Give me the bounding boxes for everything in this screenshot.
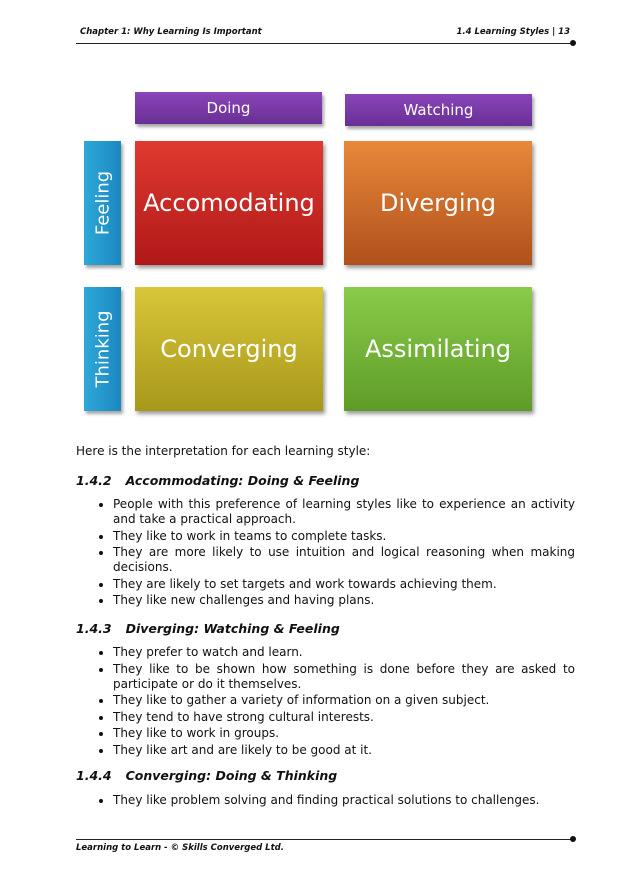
list-item: • They like to work in groups. (113, 726, 575, 741)
row-header-thinking (84, 287, 121, 411)
header-page-label: 1.4 Learning Styles | 13 (456, 27, 570, 37)
list-item: • They are likely to set targets and work towards achieving them. (113, 577, 575, 592)
quadrant-accomodating: Accomodating (135, 141, 323, 265)
header-rule (76, 43, 573, 44)
column-header-watching: Watching (345, 94, 532, 126)
intro-text: Here is the interpretation for each learning style: (76, 444, 371, 458)
section-number: 1.4.2 (76, 473, 112, 488)
section-heading-diverging (76, 621, 340, 636)
section-heading-accommodating (76, 473, 359, 488)
list-item: • They tend to have strong cultural interests. (113, 710, 575, 725)
header-rule-dot (570, 40, 576, 46)
section-number: 1.4.3 (76, 621, 112, 636)
column-header-doing: Doing (135, 92, 322, 124)
accommodating-bullet-list (95, 497, 575, 610)
header-chapter-title: Chapter 1: Why Learning Is Important (80, 27, 262, 37)
quadrant-assimilating: Assimilating (344, 287, 532, 411)
list-item: • They prefer to watch and learn. (113, 645, 575, 660)
converging-bullet-list (95, 793, 575, 810)
section-number: 1.4.4 (76, 768, 112, 783)
quadrant-converging: Converging (135, 287, 323, 411)
list-item: • They are more likely to use intuition and logical reasoning when making decisions. (113, 545, 575, 575)
section-title: Accommodating: Doing & Feeling (125, 473, 360, 488)
list-item: • They like new challenges and having plans. (113, 593, 575, 608)
section-heading-converging (76, 768, 337, 783)
section-title: Diverging: Watching & Feeling (125, 621, 340, 636)
diverging-bullet-list (95, 645, 575, 759)
quadrant-diverging: Diverging (344, 141, 532, 265)
list-item: • They like problem solving and finding practical solutions to challenges. (113, 793, 575, 808)
list-item: • They like to work in teams to complete tasks. (113, 529, 575, 544)
list-item: • They like to gather a variety of information on a given subject. (113, 693, 575, 708)
list-item: • People with this preference of learning styles like to experience an activity and take a practical approach. (113, 497, 575, 527)
list-item: • They like art and are likely to be good at it. (113, 743, 575, 758)
footer-copyright: Learning to Learn - © Skills Converged Ltd. (76, 843, 284, 853)
list-item: • They like to be shown how something is done before they are asked to participate or do it themselves. (113, 662, 575, 692)
footer-rule (76, 839, 573, 840)
row-header-thinking-label: Thinking (92, 310, 113, 388)
row-header-feeling-label: Feeling (92, 170, 113, 236)
section-title: Converging: Doing & Thinking (125, 768, 338, 783)
footer-rule-dot (570, 836, 576, 842)
row-header-feeling (84, 141, 121, 265)
